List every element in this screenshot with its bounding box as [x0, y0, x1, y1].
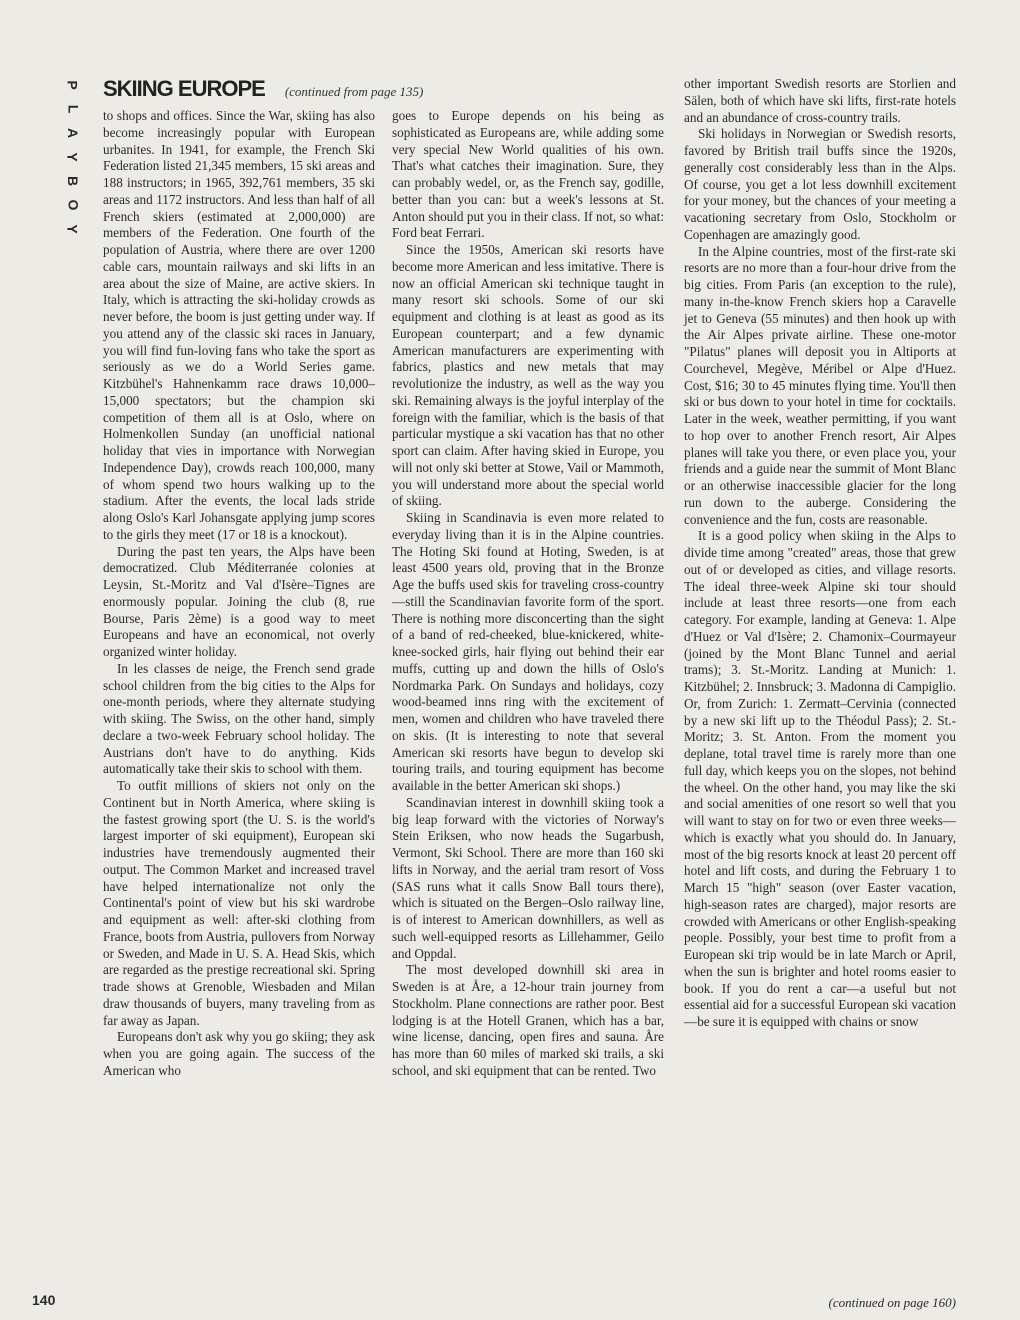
- paragraph: other important Swedish resorts are Storlien and Sälen, both of which have ski lifts, first-rate hotels and an abundance of cross-country trails.: [684, 76, 956, 125]
- paragraph: In les classes de neige, the French send grade school children from the big cities to the Alps for one-month periods, where they alternate studying with skiing. The Swiss, on the other hand, simply declare a two-week February school holiday. The Austrians don't have to do anything. Kids automatically take their skis to school with them.: [103, 660, 375, 777]
- paragraph: It is a good policy when skiing in the Alps to divide time among "created" areas, those that grew out of or developed as cities, and village resorts. The ideal three-week Alpine ski tour should include at least three resorts—one from each category. For example, landing at Geneva: 1. Alpe d'Huez or Val d'Isère; 2. Chamonix–Courmayeur (joined by the Mont Blanc Tunnel and aerial trams); 3. St.-Moritz. Landing at Munich: 1. Kitzbühel; 2. Innsbruck; 3. Madonna di Campiglio. Or, from Zurich: 1. Zermatt–Cervinia (connected by a new ski lift up to the Théodul Pass); 2. St.-Moritz; 3. St. Anton. From the moment you deplane, total travel time is rarely more than one full day, which keeps you on the slopes, not behind the wheel. On the other hand, you may like the ski and social amenities of one resort so well that you will want to stay on for two or even three weeks—which is exactly what you should do. In January, most of the big resorts knock at least 20 percent off hotel and lift costs, and during the February 1 to March 15 "high" season (over Easter vacation, high-season rates are charged), major resorts are crowded with Americans or other English-speaking people. Possibly, your best time to profit from a European ski trip would be in late March or April, when the sun is brighter and hotel rooms easier to book. If you do rent a car—a useful but not essential aid for a successful European ski vacation—be sure it is equipped with chains or snow: [684, 528, 956, 1029]
- magazine-letter: B: [65, 175, 81, 187]
- page-number: 140: [32, 1292, 56, 1308]
- paragraph: to shops and offices. Since the War, skiing has also become increasingly popular with European urbanites. In 1941, for example, the French Ski Federation listed 21,345 members, 15 ski areas and 188 instructors; in 1965, 392,761 members, 35 ski areas and 1172 instructors. And less than half of all French skiers (estimated at 2,000,000) are members of the Federation. One fourth of the population of Austria, where there are over 1200 cable cars, mountain railways and ski lifts in an area about the size of Maine, are active skiers. In Italy, which is attracting the ski-holiday crowds as never before, the boom is just getting under way. If you attend any of the classic ski races in January, you will find fun-loving fans who take the sport as seriously as we do a World Series game. Kitzbühel's Hahnenkamm race draws 10,000–15,000 spectators; but the champion ski competition of them all is at Oslo, where on Holmenkollen Sunday (an unofficial national holiday that vies in importance with Norwegian Independence Day), crowds reach 100,000, many of whom spend two hours walking up to the stadium. After the events, the local lads stride along Oslo's Karl Johansgate applying jump scores to the girls they meet (17 or 18 is a knockout).: [103, 108, 375, 542]
- paragraph: Scandinavian interest in downhill skiing took a big leap forward with the victories of Norway's Stein Eriksen, who now heads the Sugarbush, Vermont, Ski School. There are more than 160 ski lifts in Norway, and the aerial tram resort of Voss (SAS runs what it calls Snow Ball tours there), which is situated on the Bergen–Oslo railway line, is of interest to American downhillers, as well as such well-equipped resorts as Lillehammer, Geilo and Oppdal.: [392, 794, 664, 961]
- paragraph: Since the 1950s, American ski resorts have become more American and less imitative. There is now an official American ski technique taught in many resort ski schools. Some of our ski equipment and clothing is at least as good as its European counterpart; and a few dynamic American manufacturers are experimenting with fabrics, plastics and new metals that may revolutionize the industry, as well as the way you ski. Remaining always is the joyful interplay of the foreign with the familiar, which is the basis of that particular mystique a ski vacation has that no other sport can claim. After having skied in Europe, you will not only ski better at Stowe, Vail or Mammoth, you will understand more about the special world of skiing.: [392, 242, 664, 509]
- magazine-letter: L: [65, 104, 81, 114]
- continued-from-note: (continued from page 135): [284, 84, 424, 99]
- magazine-letter: Y: [65, 224, 81, 234]
- paragraph: Skiing in Scandinavia is even more related to everyday living than it is in the Alpine countries. The Hoting Ski found at Hoting, Sweden, is at least 4500 years old, proving that in the Bronze Age the buffs used skis for traveling cross-country —still the Scandinavian favorite form of the sport. There is nothing more disconcerting than the sight of a band of red-cheeked, blue-knickered, white-knee-socked girls, hair flying out behind their ear muffs, cutting up and down the hills of Oslo's Nordmarka Park. On Sundays and holidays, cozy wood-beamed inns ring with the excitement of men, women and children who have traveled there on skis. (It is interesting to note that several American ski resorts have begun to develop ski touring trails, and touring equipment has become available in the better American ski shops.): [392, 510, 664, 793]
- magazine-letter: Y: [65, 152, 81, 162]
- paragraph: Ski holidays in Norwegian or Swedish resorts, favored by British trail buffs since the 1920s, generally cost considerably less than in the Alps. Of course, you get a lot less downhill excitement for your money, but the chances of your meeting a vacationing secretary from Oslo, Stockholm or Copenhagen are amazingly good.: [684, 126, 956, 242]
- text-column-1: [103, 108, 375, 1080]
- paragraph: In the Alpine countries, most of the first-rate ski resorts are no more than a four-hour drive from the big cities. From Paris (an exception to the rule), many in-the-know French skiers hop a Caravelle jet to Geneva (55 minutes) and then hook up with the Air Alpes private airline. These one-motor "Pilatus" planes will deposit you in Altiports at Courchevel, Megève, Méribel or Alpe d'Huez. Cost, $16; 30 to 45 minutes flying time. You'll then ski or bus down to your hotel in time for cocktails. Later in the week, weather permitting, if you want to hop over to another French resort, Air Alpes planes will take you there, or even place you, your friends and a guide near the summit of Mont Blanc or an otherwise inaccessible glacier for the long run down to the auberge. Considering the convenience and the fun, costs are reasonable.: [684, 243, 956, 527]
- magazine-name-vertical: [62, 78, 84, 236]
- article-header: [103, 76, 423, 102]
- text-column-3: [684, 76, 956, 1031]
- paragraph: To outfit millions of skiers not only on the Continent but in North America, where skiing is the fastest growing sport (the U. S. is the world's largest importer of ski equipment), European ski industries have tremendously augmented their output. The Common Market and increased travel have helped internationalize not only the Continental's point of view but his ski wardrobe and equipment as well: after-ski clothing from France, boots from Austria, pullovers from Norway or Sweden, and Made in U. S. A. Head Skis, which are regarded as the prestige recreational ski. Spring trade shows at Grenoble, Wiesbaden and Milan draw thousands of buyers, many traveling from as far away as Japan.: [103, 778, 375, 1028]
- magazine-letter: A: [65, 127, 81, 139]
- paragraph: The most developed downhill ski area in Sweden is at Åre, a 12-hour train journey from Stockholm. Plane connections are rather poor. Best lodging is at the Hotell Granen, which has a bar, wine license, dancing, open fires and sauna. Åre has more than 60 miles of marked ski trails, a ski school, and ski equipment that can be rented. Two: [392, 962, 664, 1078]
- magazine-letter: O: [64, 199, 81, 211]
- continued-on-note: (continued on page 160): [828, 1295, 956, 1310]
- text-column-2: [392, 108, 664, 1080]
- article-title: SKIING EUROPE: [103, 76, 265, 101]
- paragraph: goes to Europe depends on his being as sophisticated as Europeans are, while adding some very special New World qualities of his own. That's what catches their imagination. Sure, they can probably wedel, or, as the French say, godille, better than you can: but a week's lessons at St. Anton should put you in their class. If not, so what: Ford beat Ferrari.: [392, 108, 664, 241]
- paragraph: Europeans don't ask why you go skiing; they ask when you are going again. The success of the American who: [103, 1029, 375, 1078]
- magazine-letter: P: [65, 80, 81, 90]
- paragraph: During the past ten years, the Alps have been democratized. Club Méditerranée colonies at Leysin, St.-Moritz and Val d'Isère–Tignes are enormously popular. Joining the club (8, rue Bourse, Paris 2ème) is a good way to meet Europeans and have an economical, not overly organized winter holiday.: [103, 543, 375, 659]
